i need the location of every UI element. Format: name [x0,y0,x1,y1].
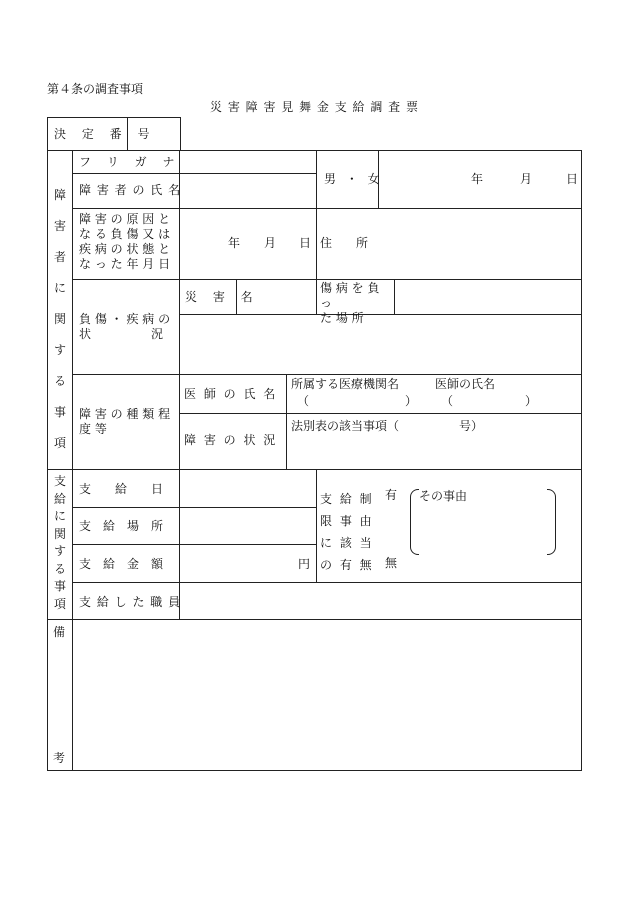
cause-date-label: 障 害 の 原 因 と な る 負 傷 又 は 疾 病 の 状 態 と な っ た 年 月 日 [79,212,171,271]
disaster-name-field[interactable] [237,280,315,313]
remarks-field[interactable] [73,620,581,770]
payment-place-label: 支 給 場 所 [79,519,164,533]
disabled-person-name-label: 障 害 者 の 氏 名 [79,183,182,197]
injury-place-field[interactable] [395,280,581,313]
reason-bracket-left [410,489,419,555]
section-payment-label: 支 給 に 関 す る 事 項 [53,474,66,611]
restriction-yes-option[interactable]: 有 [385,488,398,502]
institution-header: 所属する医療機関名 医師の氏名 [291,377,496,391]
payment-amount-field[interactable] [180,545,300,581]
reason-label: その事由 [419,489,468,503]
article-heading: 第４条の調査事項 [47,82,144,96]
injury-place-label: 傷 病 を 負 っ た 場 所 [320,281,380,325]
page-title: 災 害 障 害 見 舞 金 支 給 調 査 票 [210,100,419,114]
furigana-label: フ リ ガ ナ [79,155,181,169]
birth-year-label: 年 [471,172,484,186]
law-table-item-field[interactable]: 法別表の該当事項（ 号） [291,419,484,433]
paying-staff-field[interactable] [180,583,581,618]
remarks-label-top: 備 [53,625,66,639]
cause-year-label: 年 [228,236,241,250]
disaster-name-label: 災 害 名 [185,290,259,304]
cause-month-label: 月 [264,236,277,250]
furigana-field[interactable] [180,151,315,172]
restriction-no-option[interactable]: 無 [385,556,398,570]
cause-day-label: 日 [299,236,312,250]
payment-amount-label: 支 給 金 額 [79,557,164,571]
disability-type-label: 障 害 の 種 類 程 度 等 [79,407,171,436]
payment-date-field[interactable] [180,470,315,506]
address-label: 住 所 [320,236,369,250]
disabled-person-name-field[interactable] [180,174,315,207]
paying-staff-label: 支 給 し た 職 員 [79,595,182,609]
disability-status-label: 障 害 の 状 況 [184,433,278,447]
yen-unit: 円 [298,557,311,571]
remarks-label-bottom: 考 [53,751,66,765]
institution-doctor-field[interactable]: （ ） （ ） [297,394,538,408]
injury-state-label: 負 傷 ・ 疾 病 の 状 況 [79,312,171,341]
decision-number-field[interactable] [128,118,180,150]
injury-state-field[interactable] [180,315,581,373]
payment-date-label: 支 給 日 [79,482,164,496]
restriction-label: 支 給 制 限 事 由 に 該 当 の 有 無 [320,492,374,572]
reason-field[interactable] [420,505,545,550]
reason-bracket-right [547,489,556,555]
doctor-name-label: 医 師 の 氏 名 [184,387,278,401]
decision-number-label: 決 定 番 号 [54,127,156,141]
birth-day-label: 日 [566,172,579,186]
sex-selector[interactable]: 男 ・ 女 [324,172,383,186]
payment-place-field[interactable] [180,508,315,543]
address-field[interactable] [379,209,581,278]
birth-month-label: 月 [520,172,533,186]
section-disabled-person-label: 障 害 者 に 関 す る 事 項 [53,188,66,450]
